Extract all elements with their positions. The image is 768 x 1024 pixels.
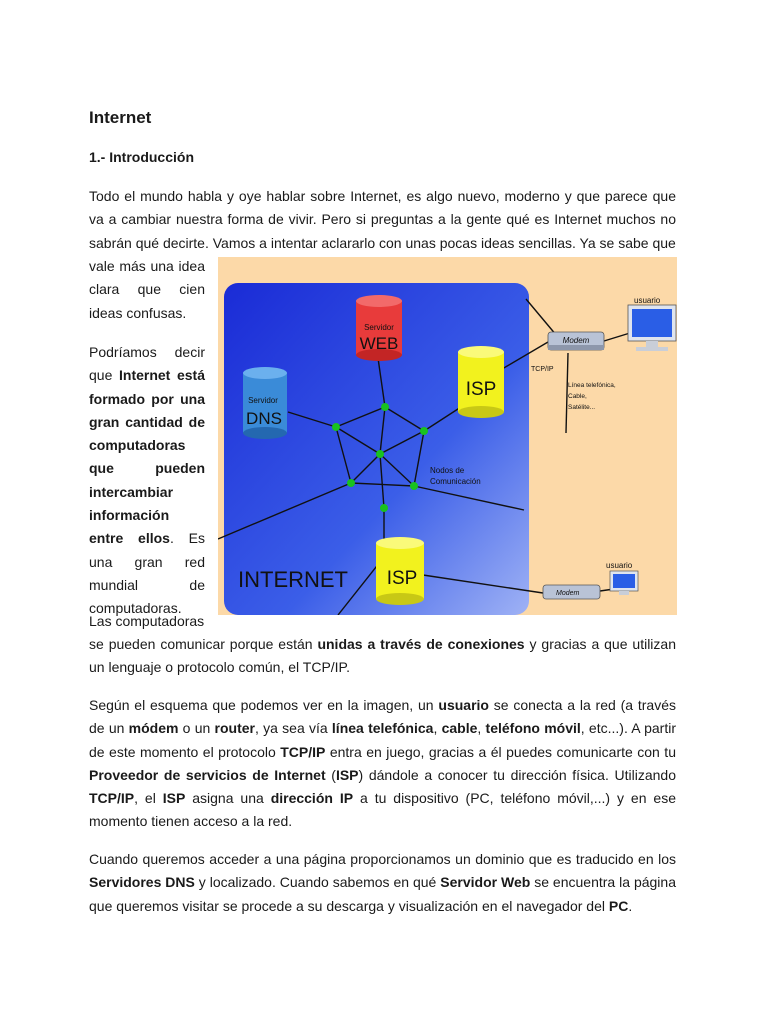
connection-paragraph [89, 633, 676, 680]
connection-tail: y gracias a que utilizan un lenguaje o protocolo común, el TCP/IP. [89, 636, 676, 676]
schema-bold: TCP/IP [280, 743, 326, 760]
schema-text: , el [134, 790, 163, 807]
schema-text: ) dándole a conocer tu dirección física. Utilizando [358, 766, 676, 783]
page-title: Internet [89, 108, 152, 127]
intro-text: Todo el mundo habla y oye hablar sobre Internet, es algo nuevo, moderno y que parece que va a cambiar nuestra forma de vivir. Pero si preguntas a la gente qué es Internet muchos no sabrán qué decirte. Vamos a intentar aclararlo con unas pocas ideas sencillas. Ya se sabe que [89, 188, 676, 251]
schema-text: asigna una [185, 790, 271, 807]
schema-bold: Proveedor de servicios de Internet [89, 766, 326, 783]
user-top-label: usuario [634, 296, 661, 305]
isp-bottom-label: ISP [386, 568, 418, 589]
intro-paragraph-lines [89, 185, 676, 255]
schema-text: entra en juego, gracias a él puedes comunicarte con tu [325, 743, 676, 760]
schema-text: se conecta a la red (a través de un [89, 697, 676, 737]
intro-paragraph-wrap [89, 255, 205, 325]
schema-bold: teléfono móvil [485, 720, 581, 737]
schema-bold: módem [128, 720, 179, 737]
internet-label: INTERNET [238, 567, 348, 592]
dns-text: se encuentra la página que queremos visitar se procede a su descarga y visualización en el navegador del [89, 874, 676, 914]
schema-text: Según el esquema que podemos ver en la imagen, un [89, 697, 439, 713]
dns-bold: PC [608, 897, 629, 914]
connection-type-satellite: Satélite... [568, 404, 596, 411]
schema-bold: ISP [335, 766, 359, 783]
isp-top-label: ISP [465, 379, 497, 400]
web-server-small-label: Servidor [364, 323, 394, 332]
dns-text: y localizado. Cuando sabemos en qué [194, 874, 441, 891]
nodes-label-line2: Comunicación [430, 477, 481, 486]
schema-bold: línea telefónica [331, 720, 434, 737]
intro-wrap-text: vale más una idea clara que cien ideas confusas. [89, 258, 205, 321]
connection-bold: unidas a través de conexiones [317, 636, 525, 652]
definition-text: Podríamos decir que [89, 344, 205, 384]
definition-tail: . Es una gran red mundial de computadoras. [89, 530, 205, 617]
schema-text: , [477, 720, 486, 737]
schema-bold: ISP [162, 790, 186, 807]
schema-bold: router [214, 720, 255, 737]
modem-top-label: Modem [562, 336, 590, 345]
schema-text: a tu dispositivo (PC, teléfono móvil,...) y en ese momento tienen acceso a la red. [89, 790, 676, 830]
modem-bottom-label: Modem [556, 590, 580, 597]
dns-bold: Servidor Web [440, 874, 531, 891]
schema-bold: dirección IP [270, 790, 354, 807]
nodes-label-line1: Nodos de [430, 466, 465, 475]
connection-paragraph-start [89, 610, 205, 633]
dns-server-label: DNS [246, 409, 282, 428]
schema-text: , [433, 720, 442, 737]
internet-diagram [218, 257, 677, 615]
schema-paragraph [89, 694, 676, 834]
schema-text: ( [325, 766, 336, 783]
connection-text: se pueden comunicar porque están [89, 636, 318, 652]
dns-server-small-label: Servidor [248, 396, 278, 405]
definition-bold: Internet está formado por una gran cantidad de computadoras que pueden intercambiar información entre ellos [89, 367, 205, 547]
schema-text: , ya sea vía [255, 720, 332, 737]
schema-text: , etc...). A partir de este momento el protocolo [89, 720, 677, 760]
connection-start-text: Las computadoras [89, 613, 205, 629]
dns-bold: Servidores DNS [89, 874, 195, 891]
user-bottom-label: usuario [606, 561, 633, 570]
definition-paragraph [89, 341, 205, 621]
connection-type-cable: Cable, [568, 393, 587, 400]
dns-text: Cuando queremos acceder a una página proporcionamos un dominio que es traducido en los [89, 851, 676, 867]
connection-type-phone: Línea telefónica, [568, 382, 616, 389]
schema-bold: usuario [438, 697, 489, 713]
dns-text: . [628, 897, 633, 914]
schema-bold: cable [441, 720, 478, 737]
schema-bold: TCP/IP [89, 790, 135, 807]
tcpip-label: TCP/IP [531, 366, 554, 373]
dns-paragraph [89, 848, 676, 918]
web-server-label: WEB [359, 334, 399, 353]
schema-text: o un [178, 720, 215, 737]
section-heading: 1.- Introducción [89, 149, 194, 165]
